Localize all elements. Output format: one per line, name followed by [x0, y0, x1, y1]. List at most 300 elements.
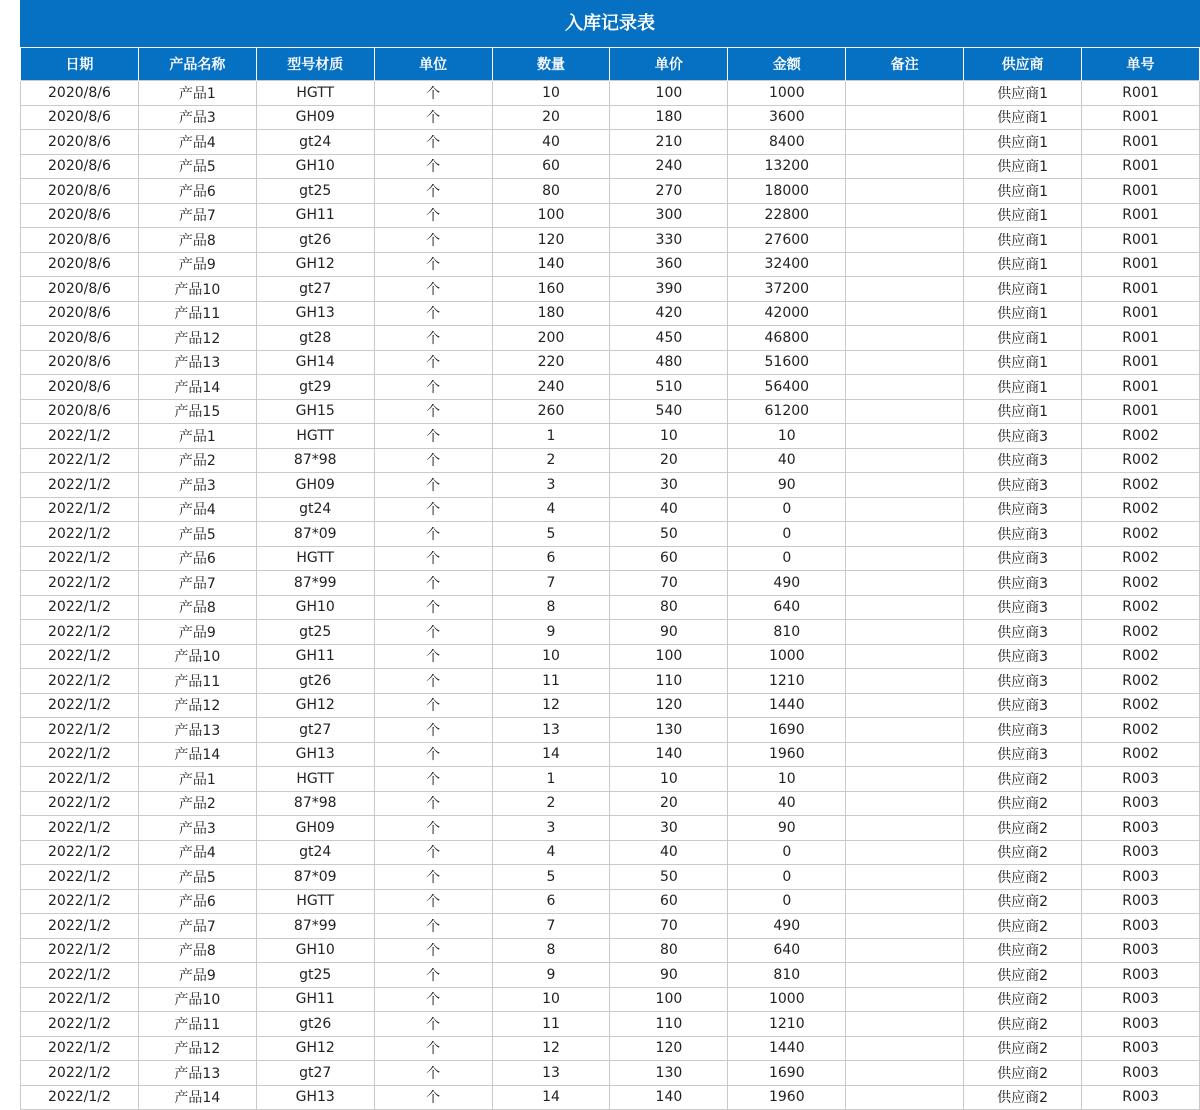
cell-unit[interactable]: 个	[374, 154, 492, 179]
cell-model-material[interactable]: gt27	[256, 718, 374, 743]
cell-unit-price[interactable]: 30	[610, 473, 728, 498]
cell-date[interactable]: 2022/1/2	[21, 522, 139, 547]
cell-order-number[interactable]: R001	[1082, 326, 1200, 351]
cell-order-number[interactable]: R003	[1082, 1085, 1200, 1110]
cell-quantity[interactable]: 9	[492, 963, 610, 988]
cell-date[interactable]: 2020/8/6	[21, 154, 139, 179]
cell-model-material[interactable]: HGTT	[256, 767, 374, 792]
cell-unit[interactable]: 个	[374, 865, 492, 890]
cell-quantity[interactable]: 6	[492, 546, 610, 571]
cell-model-material[interactable]: GH09	[256, 473, 374, 498]
cell-unit[interactable]: 个	[374, 1012, 492, 1037]
cell-product-name[interactable]: 产品8	[138, 595, 256, 620]
cell-product-name[interactable]: 产品15	[138, 399, 256, 424]
cell-product-name[interactable]: 产品1	[138, 81, 256, 106]
cell-order-number[interactable]: R001	[1082, 228, 1200, 253]
cell-remark[interactable]	[846, 81, 964, 106]
cell-unit-price[interactable]: 300	[610, 203, 728, 228]
cell-supplier[interactable]: 供应商2	[964, 1012, 1082, 1037]
cell-remark[interactable]	[846, 1036, 964, 1061]
cell-supplier[interactable]: 供应商1	[964, 399, 1082, 424]
cell-quantity[interactable]: 7	[492, 571, 610, 596]
cell-order-number[interactable]: R003	[1082, 767, 1200, 792]
cell-model-material[interactable]: HGTT	[256, 546, 374, 571]
cell-quantity[interactable]: 160	[492, 277, 610, 302]
cell-supplier[interactable]: 供应商2	[964, 1061, 1082, 1086]
cell-unit-price[interactable]: 70	[610, 914, 728, 939]
cell-supplier[interactable]: 供应商1	[964, 105, 1082, 130]
cell-model-material[interactable]: HGTT	[256, 81, 374, 106]
cell-amount[interactable]: 8400	[728, 130, 846, 155]
cell-amount[interactable]: 1690	[728, 1061, 846, 1086]
cell-quantity[interactable]: 8	[492, 595, 610, 620]
cell-quantity[interactable]: 10	[492, 644, 610, 669]
cell-date[interactable]: 2020/8/6	[21, 81, 139, 106]
cell-unit[interactable]: 个	[374, 448, 492, 473]
cell-supplier[interactable]: 供应商3	[964, 424, 1082, 449]
cell-amount[interactable]: 10	[728, 767, 846, 792]
cell-date[interactable]: 2020/8/6	[21, 326, 139, 351]
cell-supplier[interactable]: 供应商3	[964, 571, 1082, 596]
cell-remark[interactable]	[846, 203, 964, 228]
cell-order-number[interactable]: R002	[1082, 424, 1200, 449]
cell-quantity[interactable]: 11	[492, 1012, 610, 1037]
cell-product-name[interactable]: 产品11	[138, 301, 256, 326]
cell-remark[interactable]	[846, 718, 964, 743]
cell-order-number[interactable]: R001	[1082, 375, 1200, 400]
cell-supplier[interactable]: 供应商3	[964, 669, 1082, 694]
cell-date[interactable]: 2020/8/6	[21, 105, 139, 130]
cell-product-name[interactable]: 产品7	[138, 571, 256, 596]
cell-product-name[interactable]: 产品13	[138, 718, 256, 743]
cell-product-name[interactable]: 产品10	[138, 277, 256, 302]
cell-amount[interactable]: 56400	[728, 375, 846, 400]
cell-unit-price[interactable]: 30	[610, 816, 728, 841]
cell-remark[interactable]	[846, 595, 964, 620]
cell-remark[interactable]	[846, 522, 964, 547]
cell-amount[interactable]: 40	[728, 448, 846, 473]
cell-remark[interactable]	[846, 816, 964, 841]
cell-unit[interactable]: 个	[374, 130, 492, 155]
cell-supplier[interactable]: 供应商1	[964, 179, 1082, 204]
cell-unit-price[interactable]: 450	[610, 326, 728, 351]
cell-model-material[interactable]: GH11	[256, 644, 374, 669]
header-remark[interactable]: 备注	[846, 48, 964, 81]
cell-quantity[interactable]: 80	[492, 179, 610, 204]
cell-model-material[interactable]: GH10	[256, 938, 374, 963]
cell-unit[interactable]: 个	[374, 252, 492, 277]
cell-order-number[interactable]: R001	[1082, 179, 1200, 204]
cell-date[interactable]: 2020/8/6	[21, 399, 139, 424]
cell-remark[interactable]	[846, 154, 964, 179]
header-quantity[interactable]: 数量	[492, 48, 610, 81]
cell-model-material[interactable]: gt29	[256, 375, 374, 400]
cell-unit[interactable]: 个	[374, 179, 492, 204]
cell-model-material[interactable]: 87*99	[256, 571, 374, 596]
cell-date[interactable]: 2022/1/2	[21, 1012, 139, 1037]
cell-remark[interactable]	[846, 546, 964, 571]
cell-model-material[interactable]: GH14	[256, 350, 374, 375]
cell-model-material[interactable]: GH13	[256, 301, 374, 326]
header-unit[interactable]: 单位	[374, 48, 492, 81]
cell-remark[interactable]	[846, 375, 964, 400]
cell-remark[interactable]	[846, 228, 964, 253]
cell-order-number[interactable]: R001	[1082, 350, 1200, 375]
cell-date[interactable]: 2022/1/2	[21, 914, 139, 939]
cell-amount[interactable]: 32400	[728, 252, 846, 277]
cell-model-material[interactable]: 87*09	[256, 865, 374, 890]
cell-quantity[interactable]: 13	[492, 1061, 610, 1086]
cell-model-material[interactable]: gt26	[256, 228, 374, 253]
cell-amount[interactable]: 37200	[728, 277, 846, 302]
cell-supplier[interactable]: 供应商3	[964, 620, 1082, 645]
cell-quantity[interactable]: 14	[492, 1085, 610, 1110]
cell-supplier[interactable]: 供应商3	[964, 742, 1082, 767]
cell-unit[interactable]: 个	[374, 963, 492, 988]
cell-product-name[interactable]: 产品11	[138, 669, 256, 694]
cell-date[interactable]: 2022/1/2	[21, 448, 139, 473]
cell-remark[interactable]	[846, 914, 964, 939]
cell-date[interactable]: 2022/1/2	[21, 693, 139, 718]
cell-date[interactable]: 2020/8/6	[21, 179, 139, 204]
cell-order-number[interactable]: R002	[1082, 693, 1200, 718]
cell-remark[interactable]	[846, 105, 964, 130]
cell-quantity[interactable]: 180	[492, 301, 610, 326]
cell-quantity[interactable]: 140	[492, 252, 610, 277]
cell-quantity[interactable]: 240	[492, 375, 610, 400]
cell-unit-price[interactable]: 240	[610, 154, 728, 179]
cell-supplier[interactable]: 供应商1	[964, 154, 1082, 179]
cell-product-name[interactable]: 产品6	[138, 889, 256, 914]
cell-remark[interactable]	[846, 301, 964, 326]
cell-model-material[interactable]: GH13	[256, 742, 374, 767]
cell-quantity[interactable]: 3	[492, 816, 610, 841]
cell-supplier[interactable]: 供应商1	[964, 203, 1082, 228]
cell-order-number[interactable]: R001	[1082, 154, 1200, 179]
cell-amount[interactable]: 46800	[728, 326, 846, 351]
cell-unit[interactable]: 个	[374, 326, 492, 351]
cell-model-material[interactable]: gt24	[256, 840, 374, 865]
cell-order-number[interactable]: R003	[1082, 865, 1200, 890]
header-unit-price[interactable]: 单价	[610, 48, 728, 81]
cell-product-name[interactable]: 产品8	[138, 938, 256, 963]
cell-unit-price[interactable]: 10	[610, 767, 728, 792]
cell-amount[interactable]: 490	[728, 571, 846, 596]
cell-date[interactable]: 2022/1/2	[21, 644, 139, 669]
cell-order-number[interactable]: R003	[1082, 889, 1200, 914]
cell-product-name[interactable]: 产品13	[138, 1061, 256, 1086]
cell-unit-price[interactable]: 90	[610, 620, 728, 645]
cell-model-material[interactable]: GH10	[256, 595, 374, 620]
cell-remark[interactable]	[846, 791, 964, 816]
cell-remark[interactable]	[846, 963, 964, 988]
cell-product-name[interactable]: 产品14	[138, 1085, 256, 1110]
cell-amount[interactable]: 18000	[728, 179, 846, 204]
cell-date[interactable]: 2020/8/6	[21, 350, 139, 375]
cell-amount[interactable]: 490	[728, 914, 846, 939]
cell-quantity[interactable]: 8	[492, 938, 610, 963]
cell-date[interactable]: 2020/8/6	[21, 203, 139, 228]
cell-model-material[interactable]: GH15	[256, 399, 374, 424]
cell-supplier[interactable]: 供应商1	[964, 326, 1082, 351]
cell-date[interactable]: 2022/1/2	[21, 1036, 139, 1061]
cell-unit-price[interactable]: 510	[610, 375, 728, 400]
cell-date[interactable]: 2022/1/2	[21, 571, 139, 596]
cell-amount[interactable]: 1690	[728, 718, 846, 743]
cell-product-name[interactable]: 产品12	[138, 1036, 256, 1061]
cell-unit[interactable]: 个	[374, 742, 492, 767]
cell-product-name[interactable]: 产品14	[138, 375, 256, 400]
cell-supplier[interactable]: 供应商1	[964, 252, 1082, 277]
cell-remark[interactable]	[846, 252, 964, 277]
cell-unit[interactable]: 个	[374, 497, 492, 522]
cell-amount[interactable]: 0	[728, 889, 846, 914]
cell-model-material[interactable]: gt25	[256, 620, 374, 645]
cell-quantity[interactable]: 3	[492, 473, 610, 498]
cell-remark[interactable]	[846, 571, 964, 596]
cell-date[interactable]: 2020/8/6	[21, 277, 139, 302]
cell-supplier[interactable]: 供应商2	[964, 963, 1082, 988]
cell-amount[interactable]: 810	[728, 963, 846, 988]
cell-quantity[interactable]: 4	[492, 497, 610, 522]
cell-model-material[interactable]: HGTT	[256, 424, 374, 449]
cell-product-name[interactable]: 产品14	[138, 742, 256, 767]
cell-supplier[interactable]: 供应商2	[964, 865, 1082, 890]
cell-quantity[interactable]: 5	[492, 522, 610, 547]
cell-product-name[interactable]: 产品5	[138, 865, 256, 890]
header-amount[interactable]: 金额	[728, 48, 846, 81]
cell-model-material[interactable]: GH11	[256, 987, 374, 1012]
cell-unit-price[interactable]: 360	[610, 252, 728, 277]
cell-unit-price[interactable]: 210	[610, 130, 728, 155]
cell-unit-price[interactable]: 480	[610, 350, 728, 375]
cell-unit[interactable]: 个	[374, 228, 492, 253]
cell-unit-price[interactable]: 50	[610, 865, 728, 890]
cell-quantity[interactable]: 11	[492, 669, 610, 694]
cell-product-name[interactable]: 产品1	[138, 767, 256, 792]
cell-unit[interactable]: 个	[374, 277, 492, 302]
cell-supplier[interactable]: 供应商1	[964, 130, 1082, 155]
cell-model-material[interactable]: gt27	[256, 1061, 374, 1086]
cell-remark[interactable]	[846, 350, 964, 375]
cell-unit[interactable]: 个	[374, 938, 492, 963]
cell-order-number[interactable]: R003	[1082, 1036, 1200, 1061]
cell-amount[interactable]: 42000	[728, 301, 846, 326]
cell-product-name[interactable]: 产品8	[138, 228, 256, 253]
cell-quantity[interactable]: 260	[492, 399, 610, 424]
cell-order-number[interactable]: R001	[1082, 277, 1200, 302]
cell-unit[interactable]: 个	[374, 399, 492, 424]
cell-unit-price[interactable]: 180	[610, 105, 728, 130]
cell-unit-price[interactable]: 130	[610, 718, 728, 743]
cell-supplier[interactable]: 供应商1	[964, 228, 1082, 253]
cell-order-number[interactable]: R002	[1082, 546, 1200, 571]
cell-unit-price[interactable]: 390	[610, 277, 728, 302]
cell-quantity[interactable]: 13	[492, 718, 610, 743]
cell-model-material[interactable]: gt26	[256, 1012, 374, 1037]
cell-quantity[interactable]: 9	[492, 620, 610, 645]
cell-order-number[interactable]: R003	[1082, 791, 1200, 816]
cell-date[interactable]: 2020/8/6	[21, 301, 139, 326]
cell-unit[interactable]: 个	[374, 1061, 492, 1086]
cell-model-material[interactable]: 87*98	[256, 791, 374, 816]
cell-model-material[interactable]: gt26	[256, 669, 374, 694]
cell-product-name[interactable]: 产品11	[138, 1012, 256, 1037]
cell-unit[interactable]: 个	[374, 669, 492, 694]
cell-product-name[interactable]: 产品10	[138, 987, 256, 1012]
cell-model-material[interactable]: gt24	[256, 130, 374, 155]
cell-unit-price[interactable]: 540	[610, 399, 728, 424]
cell-supplier[interactable]: 供应商3	[964, 595, 1082, 620]
cell-product-name[interactable]: 产品7	[138, 203, 256, 228]
cell-supplier[interactable]: 供应商3	[964, 473, 1082, 498]
cell-unit[interactable]: 个	[374, 203, 492, 228]
cell-amount[interactable]: 810	[728, 620, 846, 645]
cell-supplier[interactable]: 供应商2	[964, 938, 1082, 963]
cell-remark[interactable]	[846, 497, 964, 522]
cell-model-material[interactable]: gt24	[256, 497, 374, 522]
table-title[interactable]: 入库记录表	[20, 0, 1200, 48]
cell-unit-price[interactable]: 90	[610, 963, 728, 988]
cell-order-number[interactable]: R001	[1082, 399, 1200, 424]
cell-supplier[interactable]: 供应商2	[964, 987, 1082, 1012]
cell-order-number[interactable]: R001	[1082, 105, 1200, 130]
cell-order-number[interactable]: R003	[1082, 987, 1200, 1012]
cell-order-number[interactable]: R003	[1082, 1012, 1200, 1037]
cell-remark[interactable]	[846, 767, 964, 792]
cell-date[interactable]: 2022/1/2	[21, 546, 139, 571]
cell-amount[interactable]: 1440	[728, 693, 846, 718]
cell-unit[interactable]: 个	[374, 718, 492, 743]
cell-amount[interactable]: 3600	[728, 105, 846, 130]
cell-product-name[interactable]: 产品12	[138, 693, 256, 718]
cell-order-number[interactable]: R001	[1082, 81, 1200, 106]
cell-amount[interactable]: 61200	[728, 399, 846, 424]
cell-unit-price[interactable]: 50	[610, 522, 728, 547]
cell-order-number[interactable]: R002	[1082, 595, 1200, 620]
cell-supplier[interactable]: 供应商2	[964, 914, 1082, 939]
cell-remark[interactable]	[846, 448, 964, 473]
cell-amount[interactable]: 1210	[728, 669, 846, 694]
cell-remark[interactable]	[846, 889, 964, 914]
cell-unit-price[interactable]: 100	[610, 644, 728, 669]
cell-unit[interactable]: 个	[374, 375, 492, 400]
cell-date[interactable]: 2022/1/2	[21, 840, 139, 865]
cell-product-name[interactable]: 产品2	[138, 791, 256, 816]
cell-quantity[interactable]: 2	[492, 791, 610, 816]
cell-order-number[interactable]: R002	[1082, 448, 1200, 473]
cell-unit[interactable]: 个	[374, 595, 492, 620]
cell-amount[interactable]: 640	[728, 938, 846, 963]
cell-date[interactable]: 2022/1/2	[21, 473, 139, 498]
cell-quantity[interactable]: 120	[492, 228, 610, 253]
header-date[interactable]: 日期	[21, 48, 139, 81]
header-product-name[interactable]: 产品名称	[138, 48, 256, 81]
cell-model-material[interactable]: GH10	[256, 154, 374, 179]
cell-supplier[interactable]: 供应商1	[964, 375, 1082, 400]
cell-quantity[interactable]: 12	[492, 693, 610, 718]
cell-product-name[interactable]: 产品12	[138, 326, 256, 351]
cell-order-number[interactable]: R003	[1082, 840, 1200, 865]
cell-quantity[interactable]: 7	[492, 914, 610, 939]
cell-amount[interactable]: 22800	[728, 203, 846, 228]
cell-date[interactable]: 2022/1/2	[21, 1085, 139, 1110]
cell-amount[interactable]: 0	[728, 497, 846, 522]
cell-product-name[interactable]: 产品9	[138, 620, 256, 645]
cell-date[interactable]: 2022/1/2	[21, 938, 139, 963]
cell-date[interactable]: 2022/1/2	[21, 669, 139, 694]
cell-unit-price[interactable]: 20	[610, 448, 728, 473]
cell-unit[interactable]: 个	[374, 81, 492, 106]
cell-quantity[interactable]: 6	[492, 889, 610, 914]
cell-remark[interactable]	[846, 693, 964, 718]
cell-quantity[interactable]: 4	[492, 840, 610, 865]
cell-supplier[interactable]: 供应商3	[964, 693, 1082, 718]
cell-date[interactable]: 2022/1/2	[21, 595, 139, 620]
cell-model-material[interactable]: 87*09	[256, 522, 374, 547]
cell-amount[interactable]: 0	[728, 546, 846, 571]
cell-amount[interactable]: 27600	[728, 228, 846, 253]
cell-amount[interactable]: 1000	[728, 644, 846, 669]
cell-unit[interactable]: 个	[374, 914, 492, 939]
cell-unit[interactable]: 个	[374, 620, 492, 645]
cell-remark[interactable]	[846, 179, 964, 204]
cell-order-number[interactable]: R003	[1082, 816, 1200, 841]
cell-supplier[interactable]: 供应商3	[964, 546, 1082, 571]
cell-supplier[interactable]: 供应商2	[964, 767, 1082, 792]
cell-unit-price[interactable]: 80	[610, 595, 728, 620]
cell-order-number[interactable]: R002	[1082, 669, 1200, 694]
cell-amount[interactable]: 1440	[728, 1036, 846, 1061]
cell-unit[interactable]: 个	[374, 301, 492, 326]
cell-supplier[interactable]: 供应商1	[964, 277, 1082, 302]
cell-remark[interactable]	[846, 840, 964, 865]
cell-product-name[interactable]: 产品7	[138, 914, 256, 939]
cell-remark[interactable]	[846, 424, 964, 449]
cell-product-name[interactable]: 产品1	[138, 424, 256, 449]
cell-date[interactable]: 2022/1/2	[21, 424, 139, 449]
cell-unit[interactable]: 个	[374, 816, 492, 841]
cell-unit[interactable]: 个	[374, 1085, 492, 1110]
cell-product-name[interactable]: 产品4	[138, 840, 256, 865]
cell-supplier[interactable]: 供应商3	[964, 497, 1082, 522]
cell-unit[interactable]: 个	[374, 889, 492, 914]
cell-amount[interactable]: 1960	[728, 1085, 846, 1110]
cell-supplier[interactable]: 供应商2	[964, 840, 1082, 865]
cell-amount[interactable]: 640	[728, 595, 846, 620]
cell-amount[interactable]: 40	[728, 791, 846, 816]
cell-date[interactable]: 2022/1/2	[21, 1061, 139, 1086]
cell-unit[interactable]: 个	[374, 105, 492, 130]
cell-date[interactable]: 2022/1/2	[21, 963, 139, 988]
cell-order-number[interactable]: R002	[1082, 571, 1200, 596]
cell-product-name[interactable]: 产品3	[138, 105, 256, 130]
cell-unit-price[interactable]: 110	[610, 669, 728, 694]
cell-date[interactable]: 2020/8/6	[21, 130, 139, 155]
cell-model-material[interactable]: gt25	[256, 179, 374, 204]
cell-date[interactable]: 2022/1/2	[21, 987, 139, 1012]
cell-quantity[interactable]: 14	[492, 742, 610, 767]
cell-model-material[interactable]: GH11	[256, 203, 374, 228]
cell-amount[interactable]: 0	[728, 865, 846, 890]
cell-supplier[interactable]: 供应商3	[964, 522, 1082, 547]
cell-remark[interactable]	[846, 473, 964, 498]
cell-model-material[interactable]: gt28	[256, 326, 374, 351]
cell-remark[interactable]	[846, 399, 964, 424]
cell-amount[interactable]: 51600	[728, 350, 846, 375]
cell-product-name[interactable]: 产品3	[138, 473, 256, 498]
cell-date[interactable]: 2020/8/6	[21, 375, 139, 400]
